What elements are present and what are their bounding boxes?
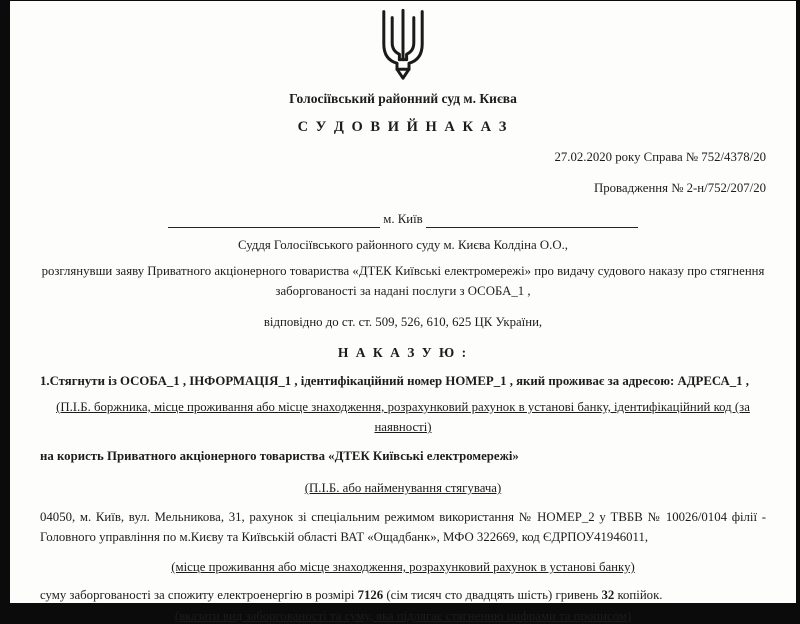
case-number-line: 27.02.2020 року Справа № 752/4378/20 [554, 150, 766, 164]
underscore-rule-left [168, 213, 380, 228]
legal-basis-line: відповідно до ст. ст. 509, 526, 610, 625 ЦК України, [263, 315, 543, 329]
debt-sum-line [40, 585, 766, 605]
intro-paragraph: розглянувши заяву Приватного акціонерного товариства «ДТЕК Київські електромережі» про видачу судового наказу про стягнення заборгованості за надані послуги з ОСОБА_1 , [41, 264, 765, 298]
sum-kopecks-word: копійок. [614, 588, 663, 602]
proceeding-number-line: Провадження № 2-н/752/207/20 [593, 181, 766, 195]
ukraine-trident-emblem [40, 8, 766, 80]
caption-sum: (вказати вид заборгованості та суму, яка підлягає стягненню цифрами та прописом) [174, 609, 632, 623]
document-title: С У Д О В И Й Н А К А З [297, 119, 509, 135]
court-name: Голосіївський районний суд м. Києва [289, 91, 517, 106]
address-paragraph: 04050, м. Київ, вул. Мельникова, 31, рахунок зі спеціальним режимом використання № НОМЕР_2 у ТВБВ № 10026/0104 філії - Головного управління по м.Києву та Київській області ВАТ «Ощадбанк», МФО 322669, код ЄДРПОУ41946011, [40, 510, 766, 544]
sum-amount-digits: 7126 [357, 588, 384, 602]
caption-beneficiary: (П.І.Б. або найменування стягувача) [304, 481, 502, 495]
sum-kopecks-digits: 32 [601, 588, 615, 602]
underscore-rule-right [426, 213, 638, 228]
sum-text-prefix: суму заборгованості за спожиту електроенергію в розмірі [40, 588, 358, 602]
sum-amount-words: (сім тисяч сто двадцять шість) гривень [383, 588, 602, 602]
city-line [40, 210, 766, 228]
judge-line: Суддя Голосіївського районного суду м. Києва Колдіна О.О., [238, 238, 568, 252]
order-heading: Н А К А З У Ю : [337, 345, 469, 360]
caption-address: (місце проживання або місце знаходження, розрахунковий рахунок в установі банку) [171, 560, 635, 574]
beneficiary-line: на користь Приватного акціонерного товариства «ДТЕК Київські електромережі» [40, 449, 519, 463]
caption-debtor-info: (П.І.Б. боржника, місце проживання або місце знаходження, розрахунковий рахунок в установі банку, ідентифікаційний код (за наявності) [56, 400, 750, 434]
scanned-court-order-page [10, 1, 796, 623]
city-label: м. Київ [383, 212, 423, 226]
clause-1: 1.Стягнути із ОСОБА_1 , ІНФОРМАЦІЯ_1 , ідентифікаційний номер НОМЕР_1 , який проживає за адресою: АДРЕСА_1 , [40, 374, 749, 388]
